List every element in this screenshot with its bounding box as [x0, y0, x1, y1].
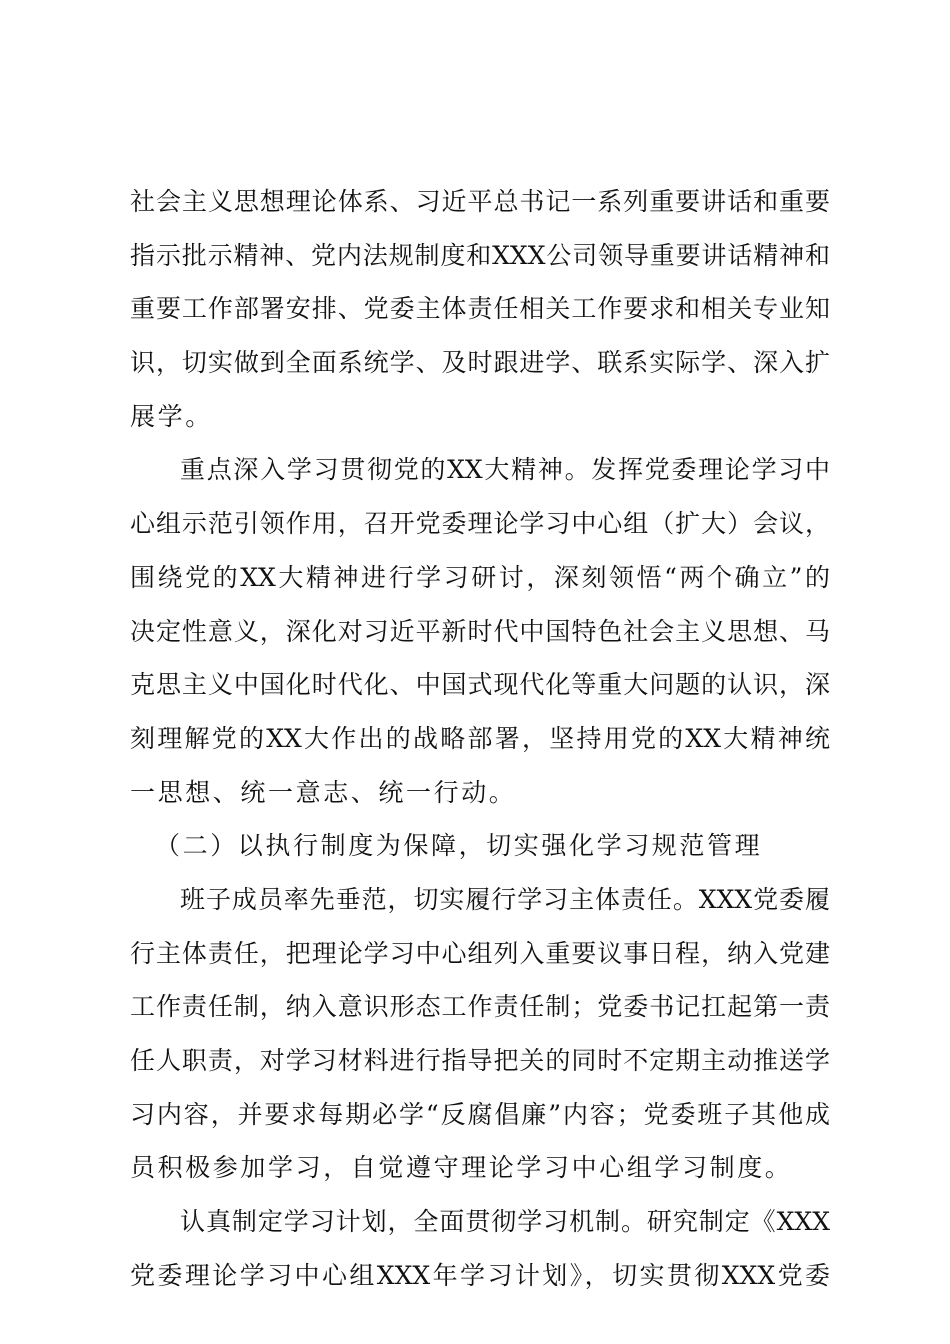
text-line: 任人职责，对学习材料进行指导把关的同时不定期主动推送学: [130, 1046, 830, 1075]
text-line: 识，切实做到全面系统学、及时跟进学、联系实际学、深入扩: [130, 348, 830, 378]
text-line: 党委理论学习中心组XXX年学习计划》，切实贯彻XXX党委: [130, 1260, 830, 1290]
text-line: 工作责任制，纳入意识形态工作责任制；党委书记扛起第一责: [130, 992, 830, 1022]
section-heading: （二）以执行制度为保障，切实强化学习规范管理: [155, 831, 763, 861]
text-line: 刻理解党的XX大作出的战略部署，坚持用党的XX大精神统: [130, 723, 830, 753]
text-line: 心组示范引领作用，召开党委理论学习中心组（扩大）会议，: [130, 509, 830, 539]
text-line: 围绕党的XX大精神进行学习研讨，深刻领悟“两个确立”的: [130, 562, 830, 592]
document-body: [130, 175, 830, 1302]
text-line: 员积极参加学习，自觉遵守理论学习中心组学习制度。: [130, 1153, 793, 1183]
text-line: 一思想、统一意志、统一行动。: [130, 777, 517, 807]
text-line: 认真制定学习计划，全面贯彻学习机制。研究制定《XXX: [180, 1207, 830, 1237]
text-line: 社会主义思想理论体系、习近平总书记一系列重要讲话和重要: [130, 187, 830, 216]
text-line: 重要工作部署安排、党委主体责任相关工作要求和相关专业知: [130, 294, 830, 324]
text-line: 重点深入学习贯彻党的XX大精神。发挥党委理论学习中: [180, 455, 830, 485]
text-line: 克思主义中国化时代化、中国式现代化等重大问题的认识，深: [130, 670, 830, 700]
text-line: 行主体责任，把理论学习中心组列入重要议事日程，纳入党建: [130, 938, 830, 968]
text-line: 展学。: [130, 401, 213, 431]
text-line: 决定性意义，深化对习近平新时代中国特色社会主义思想、马: [130, 616, 830, 646]
text-line: 班子成员率先垂范，切实履行学习主体责任。XXX党委履: [180, 884, 830, 914]
text-line: 习内容，并要求每期必学“反腐倡廉”内容；党委班子其他成: [130, 1099, 830, 1129]
text-line: 指示批示精神、党内法规制度和XXX公司领导重要讲话精神和: [130, 240, 830, 270]
